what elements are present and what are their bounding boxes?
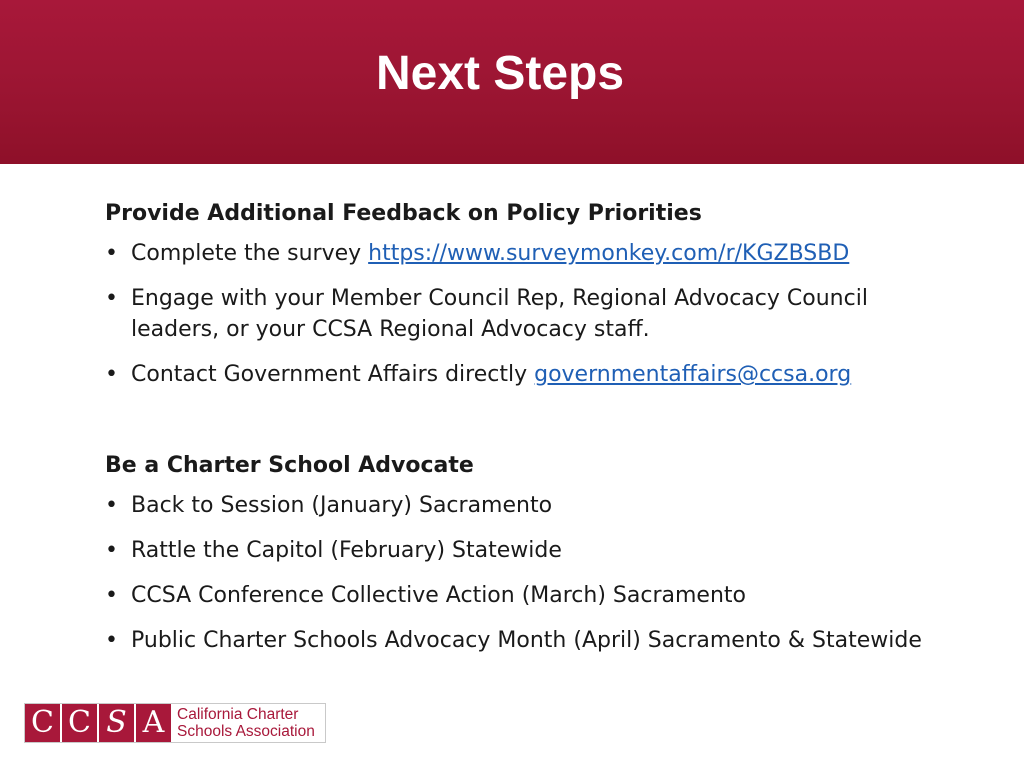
list-item [105, 238, 925, 269]
logo-letter: C [25, 704, 62, 742]
advocate-section [105, 448, 925, 656]
list-item-text: Engage with your Member Council Rep, Regional Advocacy Council leaders, or your CCSA Regional Advocacy staff. [131, 286, 868, 342]
logo-line-2: Schools Association [177, 723, 315, 740]
list-item-text: Complete the survey [131, 241, 369, 266]
list-item-text: Rattle the Capitol (February) Statewide [131, 538, 562, 563]
ccsa-logo [24, 703, 326, 743]
bullet-list [105, 238, 925, 390]
feedback-section [105, 196, 925, 390]
slide-content [105, 196, 925, 656]
section-heading: Be a Charter School Advocate [105, 453, 474, 478]
title-banner [0, 0, 1024, 164]
list-item [105, 625, 925, 656]
logo-wordmark [173, 704, 325, 742]
bullet-icon: • [105, 628, 118, 653]
logo-line-1: California Charter [177, 706, 299, 723]
section-spacer [105, 390, 925, 448]
list-item-text: CCSA Conference Collective Action (March) Sacramento [131, 583, 746, 608]
logo-letter: A [136, 704, 173, 742]
list-item-text: Contact Government Affairs directly [131, 362, 535, 387]
list-item-text: Back to Session (January) Sacramento [131, 493, 553, 518]
bullet-icon: • [105, 583, 118, 608]
bullet-list [105, 490, 925, 656]
bullet-icon: • [105, 362, 118, 387]
logo-letter: C [62, 704, 99, 742]
bullet-icon: • [105, 538, 118, 563]
bullet-icon: • [105, 286, 118, 311]
survey-link[interactable]: https://www.surveymonkey.com/r/KGZBSBD [368, 241, 850, 266]
list-item [105, 283, 925, 345]
section-heading: Provide Additional Feedback on Policy Priorities [105, 201, 702, 226]
list-item [105, 580, 925, 611]
list-item [105, 535, 925, 566]
page-title: Next Steps [375, 47, 625, 100]
email-link[interactable]: governmentaffairs@ccsa.org [534, 362, 852, 387]
bullet-icon: • [105, 241, 118, 266]
list-item [105, 359, 925, 390]
list-item [105, 490, 925, 521]
logo-letter: S [99, 704, 136, 742]
bullet-icon: • [105, 493, 118, 518]
list-item-text: Public Charter Schools Advocacy Month (April) Sacramento & Statewide [131, 628, 922, 653]
